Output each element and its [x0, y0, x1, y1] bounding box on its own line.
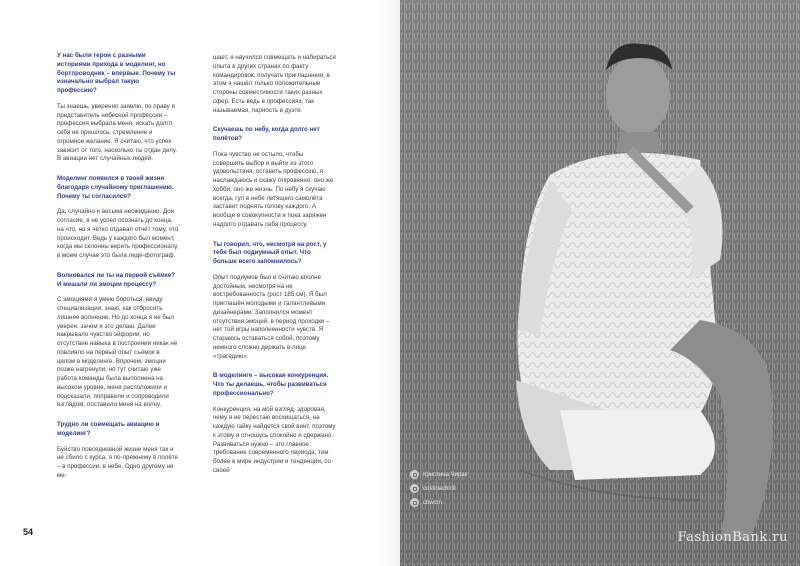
interview-question: В моделинге – высокая конкуренция. Что ты делаешь, чтобы развиваться профессионально?	[213, 372, 329, 397]
interview-question: У нас были герои с разными историями прихода в моделинг, но бортпроводник – впервые. Почему ты изначально выбрал такую профессию?	[57, 52, 176, 94]
vk-icon	[410, 470, 419, 479]
interview-answer: Опыт подиумов был и считаю вполне достойным, несмотря на не востребованность (рост 185 см). Я был приглашён молодыми и талантливыми дизайнерами. Заполнился момент отсутствия эмоций, в период проходки – нет той игры наполненности чувств. Я стараюсь оставаться собой, поэтому немного сложно держать в лице «трагедию».	[213, 273, 330, 360]
page-gutter	[380, 0, 400, 566]
instagram-icon	[410, 484, 419, 493]
interview-answer: шает, я научился совмещать и набираться опыта в других странах по факту командировок, получать приглашения, в этом я нашёл только положительные стороны совместимости таких разных сфер. Есть ведь в профессиях, так называемая, парность в дуэте.	[213, 54, 336, 114]
interview-answer: Да, случайно и весьма неожиданно. Доя согласие, я не успел осознать до конца, на что, но я чётко отдавал отчёт тому, что происходит. Ведь у каждого был момент, когда мы склонны верить профессионалу, в моем случае это была леди-фотограф.	[57, 208, 179, 259]
interview-question: Волновался ли ты на первой съёмке? И мешали ли эмоции процессу?	[57, 271, 176, 288]
vk-icon	[410, 498, 419, 507]
interview-answer: Пока чувство не остыло, чтобы совершить выбор и выйти из этого удовольствия, оставить профессию, я наслаждаюсь и скажу откровенно: оно же хобби, оно же жизнь. По небу я скучаю всегда, гул в небе летящего самолёта заставит поднять голову каждого. А вообще в совокупности я пока заряжен надолго отдавать себя процессу.	[213, 150, 334, 228]
interview-question: Трудно ли совмещать авиацию и моделинг?	[57, 421, 160, 437]
interview-question: Моделинг появился в твоей жизни благодаря случайному приглашению. Почему ты согласился?	[57, 175, 174, 200]
photo-credits	[410, 470, 467, 512]
credit-vk[interactable]: cbwcrn	[410, 498, 467, 507]
interview-question: Скучаешь по небу, когда долго нет полётов?	[213, 126, 320, 142]
text-column-right	[213, 54, 336, 487]
interview-answer: Ты знаешь, уверенно заявлю, по праву я представитель небесной профессии – профессия выбрала меня, искать долго себя не пришлось, стремление и огромное желание. Я считаю, что успех зависит от того, насколько ты отдан делу. В авиации нет случайных людей.	[57, 102, 178, 163]
text-column-left	[57, 52, 179, 492]
right-page-photo	[400, 0, 800, 566]
interview-answer: Конкуренция, на мой взгляд, здоровая, чему я не перестаю восхищаться, на каждую гайку найдется свой винт, поэтому к этому я отношусь спокойно и сдержано. Развиваться нужно – это главное требование современного периода, тем более в мире индустрии и тенденции, со своей	[213, 405, 336, 474]
interview-question: Ты говорил, что, несмотря на рост, у тебя был подиумный опыт. Что больше всего запомнилось?	[213, 240, 327, 265]
interview-answer: Буйство повседневной жизни меня так и не сбило с курса, я по-прежнему в полёте – в профессии, в небе. Одно другому не ме-	[57, 445, 178, 479]
credit-instagram[interactable]: cristinachirik	[410, 484, 467, 493]
page-number: 54	[23, 527, 34, 537]
watermark: FashionBank.ru	[677, 530, 788, 545]
credit-photographer[interactable]: Кристина Чирак	[410, 470, 467, 479]
interview-answer: С эмоциями я умею бороться, ввиду специализации, знаю, как отбросить лишнее волнение. Но до конца я не был уверен, зачем я это делаю. Далее накрывало чувство эйфории, но отсутствие навыка в построении никак не повлияло на первый опыт съёмок в целом в моделинге. Впрочем, эмоции позже нагрянули, но тут считаю уже работа команды была выполнена на высоком уровне, меня расположили и подсказали, поправили и сопроводили взглядом, поставили меня на волну.	[57, 296, 178, 409]
